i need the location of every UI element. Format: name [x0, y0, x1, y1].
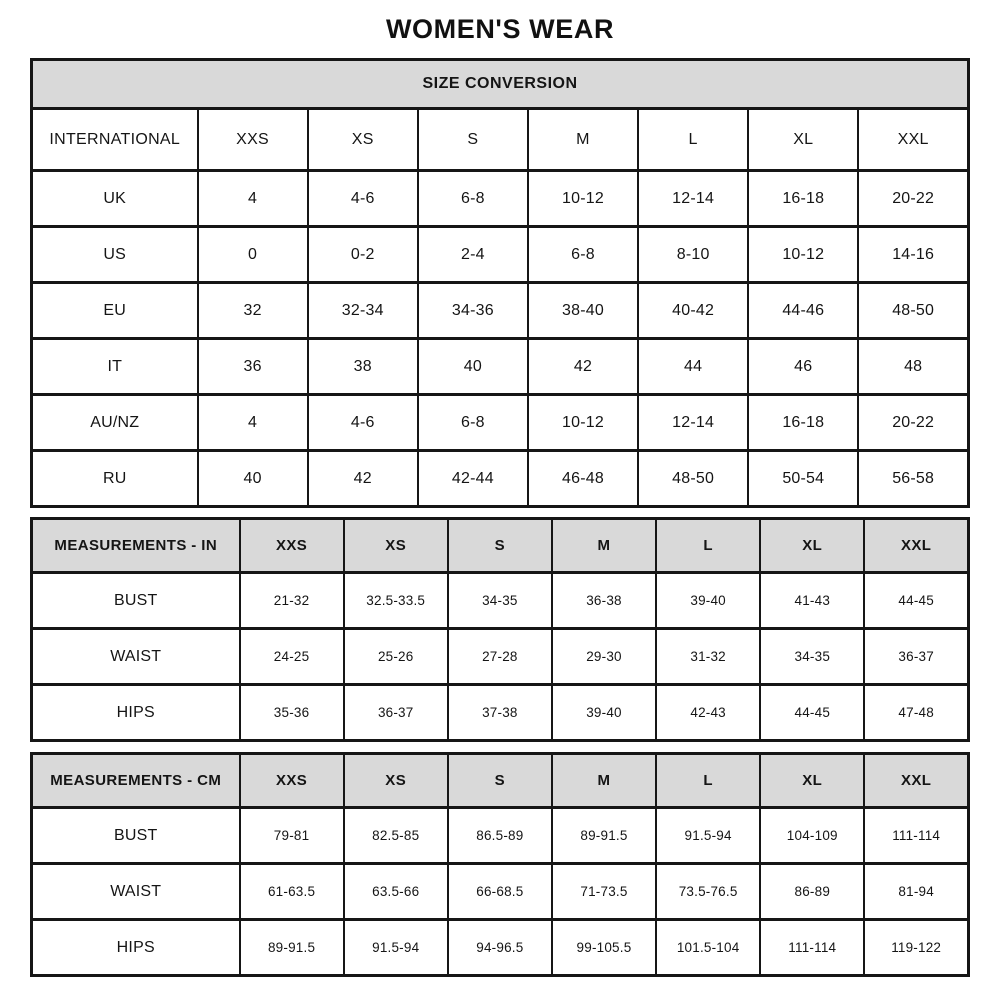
row-label: BUST	[32, 573, 240, 629]
table-cell: 20-22	[858, 395, 968, 451]
column-header-size: XS	[344, 519, 448, 573]
table-cell: 39-40	[552, 685, 656, 741]
table-cell: 12-14	[638, 395, 748, 451]
column-header-size: M	[552, 754, 656, 808]
table-cell: 63.5-66	[344, 864, 448, 920]
table-title-measurements-in: MEASUREMENTS - IN	[32, 519, 240, 573]
measurements-in-header-row	[32, 519, 969, 573]
size-conversion-header-row	[32, 109, 969, 171]
table-cell: 42	[528, 339, 638, 395]
table-cell: 25-26	[344, 629, 448, 685]
table-cell: 42-43	[656, 685, 760, 741]
table-cell: 81-94	[864, 864, 968, 920]
table-cell: 44-45	[864, 573, 968, 629]
table-cell: 46-48	[528, 451, 638, 507]
column-header-size: XS	[308, 109, 418, 171]
table-cell: 6-8	[418, 395, 528, 451]
table-cell: 48-50	[638, 451, 748, 507]
column-header-size: S	[448, 519, 552, 573]
table-title-measurements-cm: MEASUREMENTS - CM	[32, 754, 240, 808]
row-label: UK	[32, 171, 198, 227]
table-cell: 38-40	[528, 283, 638, 339]
measurements-in-table	[30, 517, 970, 742]
table-cell: 4-6	[308, 395, 418, 451]
table-cell: 6-8	[418, 171, 528, 227]
table-cell: 89-91.5	[240, 920, 344, 976]
table-cell: 36-37	[864, 629, 968, 685]
table-cell: 35-36	[240, 685, 344, 741]
table-cell: 94-96.5	[448, 920, 552, 976]
column-header-size: M	[528, 109, 638, 171]
table-cell: 40	[418, 339, 528, 395]
table-cell: 71-73.5	[552, 864, 656, 920]
column-header-size: S	[448, 754, 552, 808]
table-cell: 6-8	[528, 227, 638, 283]
table-cell: 42	[308, 451, 418, 507]
table-cell: 73.5-76.5	[656, 864, 760, 920]
table-cell: 66-68.5	[448, 864, 552, 920]
column-header-size: XXL	[864, 754, 968, 808]
table-cell: 34-36	[418, 283, 528, 339]
row-label: RU	[32, 451, 198, 507]
size-conversion-table	[30, 58, 970, 508]
table-cell: 48-50	[858, 283, 968, 339]
row-label: HIPS	[32, 920, 240, 976]
table-cell: 101.5-104	[656, 920, 760, 976]
table-cell: 111-114	[864, 808, 968, 864]
table-cell: 91.5-94	[656, 808, 760, 864]
table-cell: 44-45	[760, 685, 864, 741]
table-row-waist-in	[32, 629, 969, 685]
table-cell: 38	[308, 339, 418, 395]
table-cell: 4	[198, 171, 308, 227]
row-label: BUST	[32, 808, 240, 864]
table-cell: 0-2	[308, 227, 418, 283]
table-cell: 50-54	[748, 451, 858, 507]
table-cell: 34-35	[448, 573, 552, 629]
table-cell: 48	[858, 339, 968, 395]
column-header-size: XXL	[858, 109, 968, 171]
column-header-size: XXS	[240, 754, 344, 808]
table-cell: 41-43	[760, 573, 864, 629]
table-cell: 104-109	[760, 808, 864, 864]
table-cell: 24-25	[240, 629, 344, 685]
table-cell: 36-38	[552, 573, 656, 629]
table-cell: 111-114	[760, 920, 864, 976]
column-header-size: XL	[748, 109, 858, 171]
table-cell: 40-42	[638, 283, 748, 339]
size-conversion-title: SIZE CONVERSION	[32, 60, 969, 109]
column-header-size: L	[656, 754, 760, 808]
table-row-ru	[32, 451, 969, 507]
column-header-size: S	[418, 109, 528, 171]
table-cell: 0	[198, 227, 308, 283]
row-label: EU	[32, 283, 198, 339]
page-title: WOMEN'S WEAR	[385, 14, 615, 44]
table-cell: 37-38	[448, 685, 552, 741]
column-header-size: XS	[344, 754, 448, 808]
column-header-size: M	[552, 519, 656, 573]
table-cell: 4-6	[308, 171, 418, 227]
column-header-size: XL	[760, 754, 864, 808]
table-cell: 12-14	[638, 171, 748, 227]
measurements-cm-header-row	[32, 754, 969, 808]
table-cell: 2-4	[418, 227, 528, 283]
table-cell: 56-58	[858, 451, 968, 507]
table-cell: 32.5-33.5	[344, 573, 448, 629]
table-cell: 16-18	[748, 171, 858, 227]
table-cell: 119-122	[864, 920, 968, 976]
row-label: US	[32, 227, 198, 283]
table-cell: 27-28	[448, 629, 552, 685]
table-cell: 32	[198, 283, 308, 339]
table-row-bust-cm	[32, 808, 969, 864]
row-label: AU/NZ	[32, 395, 198, 451]
table-cell: 34-35	[760, 629, 864, 685]
table-cell: 29-30	[552, 629, 656, 685]
table-row-us	[32, 227, 969, 283]
table-row-uk	[32, 171, 969, 227]
table-cell: 36-37	[344, 685, 448, 741]
table-cell: 20-22	[858, 171, 968, 227]
table-cell: 8-10	[638, 227, 748, 283]
column-header-size: XL	[760, 519, 864, 573]
table-cell: 4	[198, 395, 308, 451]
table-row-waist-cm	[32, 864, 969, 920]
table-cell: 10-12	[528, 171, 638, 227]
table-row-bust-in	[32, 573, 969, 629]
table-cell: 99-105.5	[552, 920, 656, 976]
table-cell: 86.5-89	[448, 808, 552, 864]
table-cell: 89-91.5	[552, 808, 656, 864]
column-header-size: XXL	[864, 519, 968, 573]
table-cell: 31-32	[656, 629, 760, 685]
table-row-hips-cm	[32, 920, 969, 976]
table-cell: 10-12	[748, 227, 858, 283]
table-cell: 46	[748, 339, 858, 395]
table-cell: 86-89	[760, 864, 864, 920]
table-row-aunz	[32, 395, 969, 451]
row-label: HIPS	[32, 685, 240, 741]
row-label: WAIST	[32, 629, 240, 685]
column-header-size: L	[656, 519, 760, 573]
table-cell: 40	[198, 451, 308, 507]
row-label: WAIST	[32, 864, 240, 920]
measurements-cm-table	[30, 752, 970, 977]
table-cell: 36	[198, 339, 308, 395]
table-cell: 47-48	[864, 685, 968, 741]
table-cell: 39-40	[656, 573, 760, 629]
size-conversion-title-row	[32, 60, 969, 109]
table-cell: 32-34	[308, 283, 418, 339]
column-header-size: XXS	[240, 519, 344, 573]
table-cell: 91.5-94	[344, 920, 448, 976]
table-cell: 61-63.5	[240, 864, 344, 920]
table-cell: 16-18	[748, 395, 858, 451]
table-cell: 14-16	[858, 227, 968, 283]
table-cell: 82.5-85	[344, 808, 448, 864]
row-label: IT	[32, 339, 198, 395]
table-row-eu	[32, 283, 969, 339]
column-header-size: L	[638, 109, 748, 171]
table-cell: 10-12	[528, 395, 638, 451]
table-cell: 79-81	[240, 808, 344, 864]
column-header-size: XXS	[198, 109, 308, 171]
table-cell: 44-46	[748, 283, 858, 339]
table-cell: 44	[638, 339, 748, 395]
column-header-international: INTERNATIONAL	[32, 109, 198, 171]
table-cell: 42-44	[418, 451, 528, 507]
table-row-it	[32, 339, 969, 395]
table-cell: 21-32	[240, 573, 344, 629]
table-row-hips-in	[32, 685, 969, 741]
